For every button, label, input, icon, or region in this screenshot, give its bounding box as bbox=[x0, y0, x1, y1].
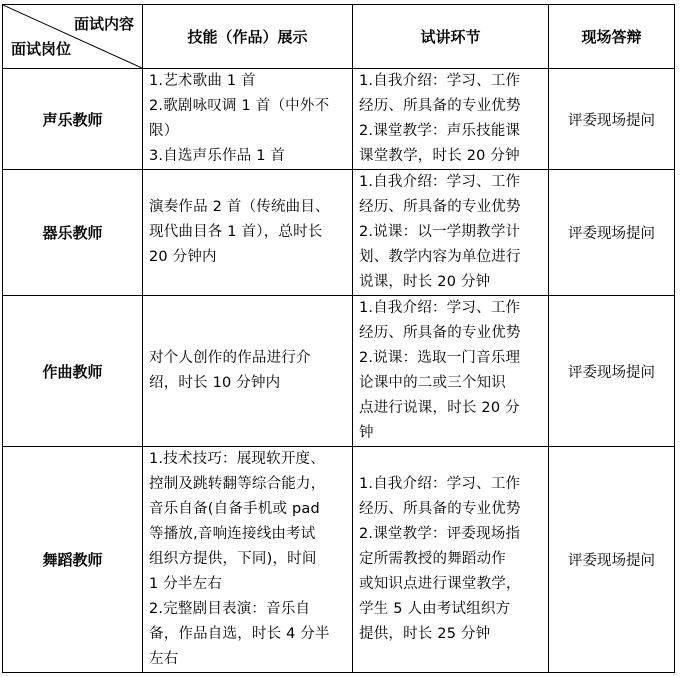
lecture-line: 2.课堂教学：声乐技能课 bbox=[359, 123, 521, 139]
lecture-line: 定所需教授的舞蹈动作 bbox=[359, 551, 506, 567]
interview-table bbox=[2, 4, 675, 673]
lecture-cell bbox=[353, 170, 549, 296]
skills-line: 2.歌剧咏叹调 1 首（中外不 bbox=[149, 98, 330, 114]
skills-line: 3.自选声乐作品 1 首 bbox=[149, 148, 286, 164]
lecture-line: 经历、所具备的专业优势 bbox=[359, 501, 521, 517]
column-header-defense: 现场答辩 bbox=[549, 5, 675, 69]
position-cell: 舞蹈教师 bbox=[3, 447, 143, 673]
defense-cell: 评委现场提问 bbox=[549, 69, 675, 170]
position-cell: 作曲教师 bbox=[3, 296, 143, 447]
lecture-line: 2.课堂教学：评委现场指 bbox=[359, 526, 521, 542]
skills-cell bbox=[143, 296, 353, 447]
lecture-line: 划、教学内容为单位进行 bbox=[359, 249, 521, 265]
skills-line: 演奏作品 2 首（传统曲目、 bbox=[149, 199, 330, 215]
table-row bbox=[3, 447, 675, 673]
position-cell: 声乐教师 bbox=[3, 69, 143, 170]
skills-line: 1 分半左右 bbox=[149, 576, 223, 592]
lecture-line: 2.说课：以一学期教学计 bbox=[359, 224, 521, 240]
interview-content-label: 面试内容 bbox=[73, 15, 134, 33]
lecture-line: 1.自我介绍：学习、工作 bbox=[359, 476, 521, 492]
table-row bbox=[3, 296, 675, 447]
lecture-line: 经历、所具备的专业优势 bbox=[359, 199, 521, 215]
corner-header-cell bbox=[3, 5, 143, 69]
skills-line: 限） bbox=[149, 123, 179, 139]
lecture-line: 学生 5 人由考试组织方 bbox=[359, 601, 511, 617]
skills-line: 音乐自备(自备手机或 pad bbox=[149, 501, 320, 517]
lecture-cell bbox=[353, 296, 549, 447]
skills-cell bbox=[143, 170, 353, 296]
defense-cell: 评委现场提问 bbox=[549, 296, 675, 447]
skills-line: 绍，时长 10 分钟内 bbox=[149, 375, 281, 391]
skills-line: 1.技术技巧：展现软开度、 bbox=[149, 451, 325, 467]
lecture-cell bbox=[353, 69, 549, 170]
skills-line: 左右 bbox=[149, 651, 179, 667]
column-header-skills: 技能（作品）展示 bbox=[143, 5, 353, 69]
interview-position-label: 面试岗位 bbox=[11, 40, 72, 58]
header-row bbox=[3, 5, 675, 69]
column-header-lecture: 试讲环节 bbox=[353, 5, 549, 69]
lecture-line: 或知识点进行课堂教学， bbox=[359, 576, 521, 592]
skills-line: 1.艺术歌曲 1 首 bbox=[149, 73, 256, 89]
lecture-line: 点进行说课，时长 20 分 bbox=[359, 400, 520, 416]
position-cell: 器乐教师 bbox=[3, 170, 143, 296]
skills-line: 控制及跳转翻等综合能力， bbox=[149, 476, 326, 492]
skills-cell bbox=[143, 447, 353, 673]
lecture-line: 经历、所具备的专业优势 bbox=[359, 325, 521, 341]
lecture-line: 1.自我介绍：学习、工作 bbox=[359, 174, 521, 190]
lecture-line: 1.自我介绍：学习、工作 bbox=[359, 73, 521, 89]
table-row bbox=[3, 69, 675, 170]
skills-line: 对个人创作的作品进行介 bbox=[149, 350, 311, 366]
skills-line: 20 分钟内 bbox=[149, 249, 217, 265]
skills-line: 现代曲目各 1 首），总时长 bbox=[149, 224, 323, 240]
lecture-line: 说课，时长 20 分钟 bbox=[359, 274, 491, 290]
lecture-line: 课堂教学，时长 20 分钟 bbox=[359, 148, 520, 164]
diagonal-header bbox=[3, 5, 142, 68]
defense-cell: 评委现场提问 bbox=[549, 170, 675, 296]
skills-line: 组织方提供，下同)，时间 bbox=[149, 551, 317, 567]
skills-line: 等播放,音响连接线由考试 bbox=[149, 526, 316, 542]
lecture-line: 论课中的二或三个知识 bbox=[359, 375, 506, 391]
skills-line: 备，作品自选，时长 4 分半 bbox=[149, 626, 330, 642]
lecture-line: 钟 bbox=[359, 425, 374, 441]
lecture-line: 2.说课：选取一门音乐理 bbox=[359, 350, 521, 366]
skills-line: 2.完整剧目表演：音乐自 bbox=[149, 601, 311, 617]
defense-cell: 评委现场提问 bbox=[549, 447, 675, 673]
skills-cell bbox=[143, 69, 353, 170]
lecture-cell bbox=[353, 447, 549, 673]
lecture-line: 提供，时长 25 分钟 bbox=[359, 626, 491, 642]
lecture-line: 1.自我介绍：学习、工作 bbox=[359, 300, 521, 316]
table-row bbox=[3, 170, 675, 296]
lecture-line: 经历、所具备的专业优势 bbox=[359, 98, 521, 114]
